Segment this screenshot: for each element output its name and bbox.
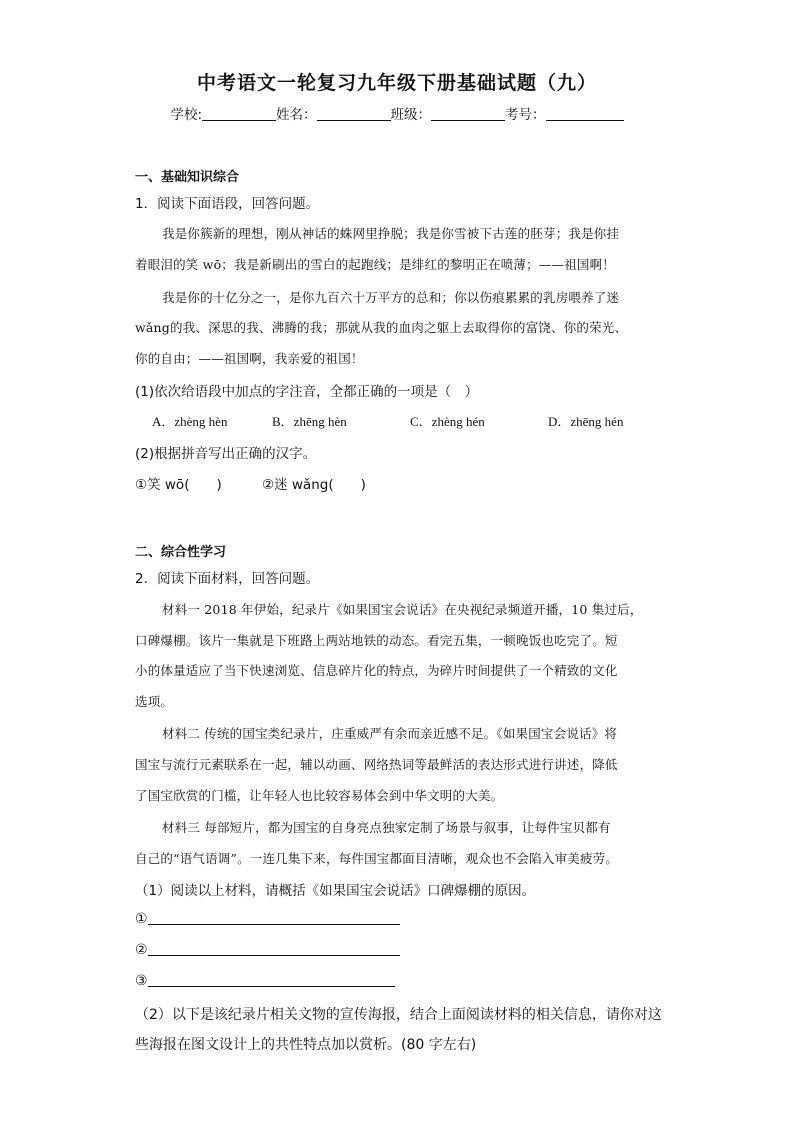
answer-mark: ③ — [135, 973, 148, 989]
option-b[interactable]: B．zhēng hèn — [272, 414, 347, 429]
material-line: 小的体量适应了当下快速浏览、信息碎片化的特点，为碎片时间提供了一个精致的文化 — [135, 663, 618, 678]
question-2-intro: 2．阅读下面材料，回答问题。 — [135, 571, 320, 587]
option-c[interactable]: C．zhèng hén — [410, 414, 485, 429]
question-1-sub2: (2)根据拼音写出正确的汉字。 — [135, 446, 317, 462]
answer-underline[interactable] — [148, 941, 400, 956]
answer-mark: ① — [135, 911, 148, 927]
answer-mark: ② — [135, 942, 148, 958]
name-label: 姓名： — [276, 107, 317, 123]
school-blank[interactable] — [202, 106, 276, 121]
page-title: 中考语文一轮复习九年级下册基础试题（九） — [196, 72, 597, 94]
passage-line: 你的自由；——祖国啊，我亲爱的祖国！ — [135, 351, 364, 366]
passage-line: 着眼泪的笑 wō；我是新刷出的雪白的起跑线；是绯红的黎明正在喷薄；——祖国啊！ — [135, 257, 615, 272]
question-2-sub2-line: 些海报在图文设计上的共性特点加以赏析。(80 字左右) — [135, 1037, 477, 1053]
passage-line: 我是你的十亿分之一，是你九百六十万平方的总和；你以伤痕累累的乳房喂养了迷 — [162, 290, 620, 305]
answer-line-2[interactable] — [135, 941, 400, 958]
passage-line: 我是你簇新的理想，刚从神话的蛛网里挣脱；我是你雪被下古莲的胚芽；我是你挂 — [162, 226, 620, 241]
answer-underline[interactable] — [148, 972, 395, 987]
option-a[interactable]: A．zhèng hèn — [152, 414, 228, 429]
material-line: 材料三 每部短片，都为国宝的自身亮点独家定制了场景与叙事，让每件宝贝都有 — [162, 820, 611, 835]
material-line: 口碑爆棚。该片一集就是下班路上两站地铁的动态。看完五集，一顿晚饭也吃完了。短 — [135, 633, 618, 648]
answer-underline[interactable] — [148, 910, 400, 925]
answer-item-wo[interactable]: ①笑 wō( ) — [135, 477, 222, 493]
material-line: 选项。 — [135, 694, 174, 709]
question-2-sub2-line: （2）以下是该纪录片相关文物的宣传海报，结合上面阅读材料的相关信息，请你对这 — [135, 1007, 662, 1023]
material-line: 材料二 传统的国宝类纪录片，庄重威严有余而亲近感不足。《如果国宝会说话》将 — [162, 726, 618, 741]
material-line: 国宝与流行元素联系在一起，辅以动画、网络热词等最鲜活的表达形式进行讲述，降低 — [135, 757, 618, 772]
material-line: 材料一 2018 年伊始，纪录片《如果国宝会说话》在央视纪录频道开播，10 集过后， — [162, 602, 643, 617]
passage-line: wǎng的我、深思的我、沸腾的我；那就从我的血肉之躯上去取得你的富饶、你的荣光、 — [135, 320, 628, 335]
class-blank[interactable] — [431, 106, 505, 121]
exam-no-label: 考号： — [505, 107, 546, 123]
question-2-sub1: （1）阅读以上材料，请概括《如果国宝会说话》口碑爆棚的原因。 — [135, 883, 536, 899]
answer-item-wang[interactable]: ②迷 wǎng( ) — [262, 477, 366, 493]
material-line: 了国宝欣赏的门槛，让年轻人也比较容易体会到中华文明的大美。 — [135, 788, 504, 803]
answer-line-1[interactable] — [135, 910, 400, 927]
name-blank[interactable] — [317, 106, 391, 121]
answer-line-3[interactable] — [135, 972, 395, 989]
exam-no-blank[interactable] — [546, 106, 624, 121]
option-d[interactable]: D．zhēng hén — [548, 414, 624, 429]
school-label: 学校: — [170, 107, 203, 123]
section-heading-1: 一、基础知识综合 — [135, 170, 240, 185]
question-1-intro: 1．阅读下面语段，回答问题。 — [135, 196, 320, 212]
material-line: 自己的“语气语调”。一连几集下来，每件国宝都面目清晰，观众也不会陷入审美疲劳。 — [135, 851, 619, 866]
question-1-sub1: (1)依次给语段中加点的字注音，全都正确的一项是（ ） — [135, 384, 479, 400]
class-label: 班级： — [390, 107, 432, 123]
student-info-row — [0, 103, 794, 123]
section-heading-2: 二、综合性学习 — [135, 545, 227, 560]
